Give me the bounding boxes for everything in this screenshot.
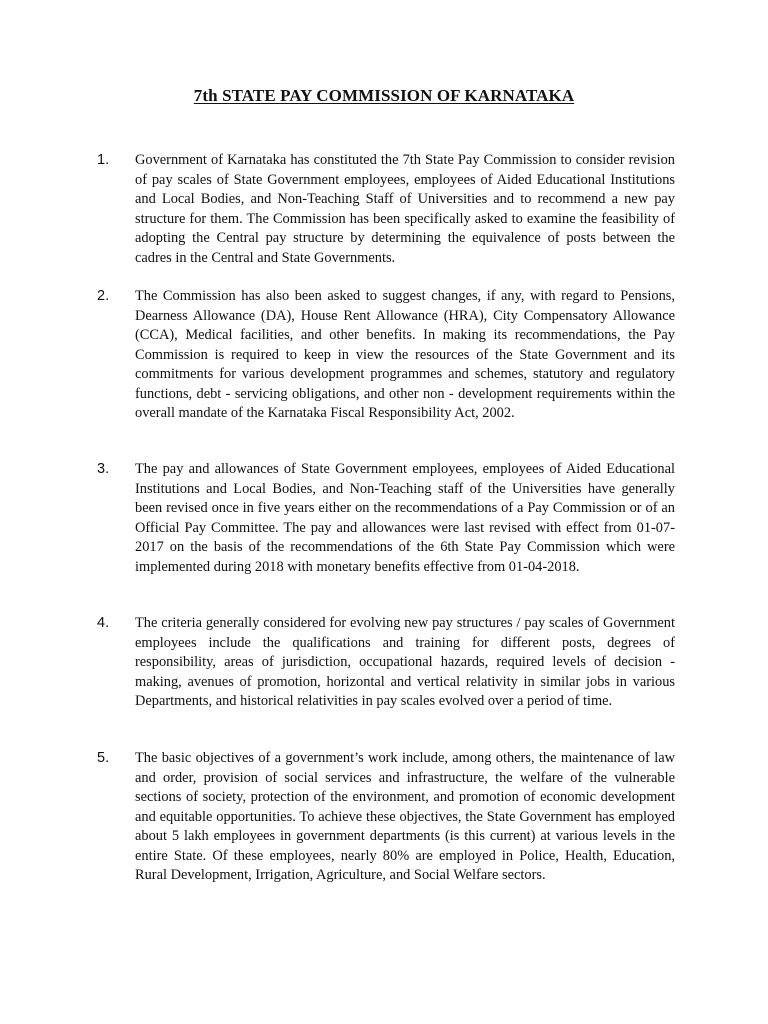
- page-title: 7th STATE PAY COMMISSION OF KARNATAKA: [193, 86, 575, 105]
- paragraph-text: The basic objectives of a government’s work include, among others, the maintenance of law and order, provision of social services and infrastructure, the welfare of the vulnerable sections of society, protection of the environment, and promotion of economic development and equitable opportunities. To achieve these objectives, the State Government has employed about 5 lakh employees in government departments (is this current) at various levels in the entire State. Of these employees, nearly 80% are employed in Police, Health, Education, Rural Development, Irrigation, Agriculture, and Social Welfare sectors.: [135, 750, 675, 883]
- paragraph-number: 1.: [97, 152, 110, 168]
- paragraph-number: 4.: [97, 615, 110, 631]
- paragraph-text: The criteria generally considered for evolving new pay structures / pay scales of Government employees include the qualifications and training for different posts, degrees of responsibility, areas of jurisdiction, occupational hazards, required levels of decision - making, avenues of promotion, horizontal and vertical relativity in similar jobs in various Departments, and historical relativities in pay scales evolved over a period of time.: [135, 615, 675, 709]
- paragraph-number: 3.: [97, 461, 110, 477]
- paragraph-text: The pay and allowances of State Government employees, employees of Aided Educational Institutions and Local Bodies, and Non-Teaching staff of the Universities have generally been revised once in five years either on the recommendations of a Pay Commission or of an Official Pay Committee. The pay and allowances were last revised with effect from 01-07-2017 on the basis of the recommendations of the 6th State Pay Commission which were implemented during 2018 with monetary benefits effective from 01-04-2018.: [135, 461, 675, 575]
- paragraph-text: Government of Karnataka has constituted the 7th State Pay Commission to consider revision of pay scales of State Government employees, employees of Aided Educational Institutions and Local Bodies, and Non-Teaching Staff of Universities and to recommend a new pay structure for them. The Commission has been specifically asked to examine the feasibility of adopting the Central pay structure by determining the equivalence of posts between the cadres in the Central and State Governments.: [135, 152, 675, 266]
- paragraph-number: 2.: [97, 288, 110, 304]
- paragraph-text: The Commission has also been asked to suggest changes, if any, with regard to Pensions, Dearness Allowance (DA), House Rent Allowance (HRA), City Compensatory Allowance (CCA), Medical facilities, and other benefits. In making its recommendations, the Pay Commission is required to keep in view the resources of the State Government and its commitments for various development programmes and schemes, statutory and regulatory functions, debt - servicing obligations, and other non - development requirements within the overall mandate of the Karnataka Fiscal Responsibility Act, 2002.: [135, 288, 675, 421]
- paragraph-number: 5.: [97, 750, 110, 766]
